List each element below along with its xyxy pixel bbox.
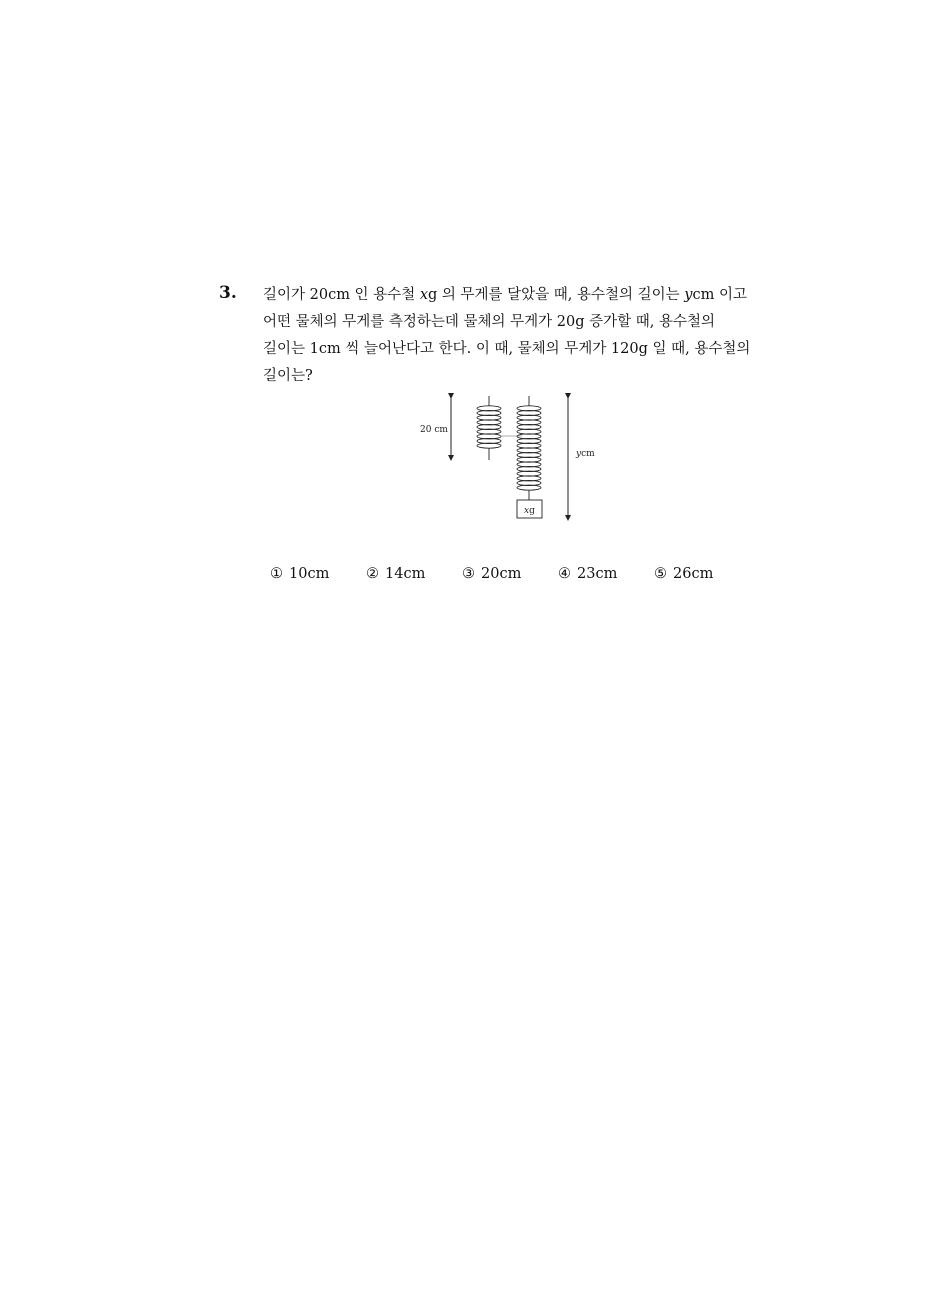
variable-y: y bbox=[684, 287, 693, 303]
choice-5[interactable] bbox=[654, 566, 750, 582]
question-line-2: 어떤 물체의 무게를 측정하는데 물체의 무게가 20g 증가할 때, 용수철의 bbox=[263, 314, 716, 330]
choice-3-text: 20cm bbox=[481, 566, 522, 582]
long-spring bbox=[517, 396, 541, 500]
choice-3-mark: ③ bbox=[462, 566, 475, 582]
short-spring bbox=[477, 396, 501, 460]
variable-x: x bbox=[419, 287, 428, 303]
choice-5-text: 26cm bbox=[673, 566, 714, 582]
weight-label: xg bbox=[524, 506, 535, 516]
spring-diagram bbox=[410, 390, 610, 525]
choice-3[interactable] bbox=[462, 566, 558, 582]
choice-1-mark: ① bbox=[270, 566, 283, 582]
question-text bbox=[263, 282, 763, 390]
question-line-1 bbox=[263, 282, 763, 309]
choice-1-text: 10cm bbox=[289, 566, 330, 582]
question-line-1-pre: 길이가 20cm 인 용수철 bbox=[263, 287, 420, 303]
spring-diagram-svg bbox=[410, 390, 610, 525]
question-line-1-post: cm 이고 bbox=[692, 287, 747, 303]
question-line-3: 길이는 1cm 씩 늘어난다고 한다. 이 때, 물체의 무게가 120g 일 때, 용수철의 bbox=[263, 341, 751, 357]
right-length-label: ycm bbox=[576, 449, 595, 459]
choice-2-text: 14cm bbox=[385, 566, 426, 582]
choice-4-mark: ④ bbox=[558, 566, 571, 582]
question-line-1-mid: g 의 무게를 달았을 때, 용수철의 길이는 bbox=[428, 287, 685, 303]
choice-2-mark: ② bbox=[366, 566, 379, 582]
answer-choices bbox=[270, 566, 750, 582]
question-number: 3. bbox=[219, 283, 237, 303]
question-line-4: 길이는? bbox=[263, 368, 313, 384]
choice-4-text: 23cm bbox=[577, 566, 618, 582]
choice-4[interactable] bbox=[558, 566, 654, 582]
choice-5-mark: ⑤ bbox=[654, 566, 667, 582]
choice-2[interactable] bbox=[366, 566, 462, 582]
left-length-label: 20 cm bbox=[420, 425, 448, 435]
choice-1[interactable] bbox=[270, 566, 366, 582]
